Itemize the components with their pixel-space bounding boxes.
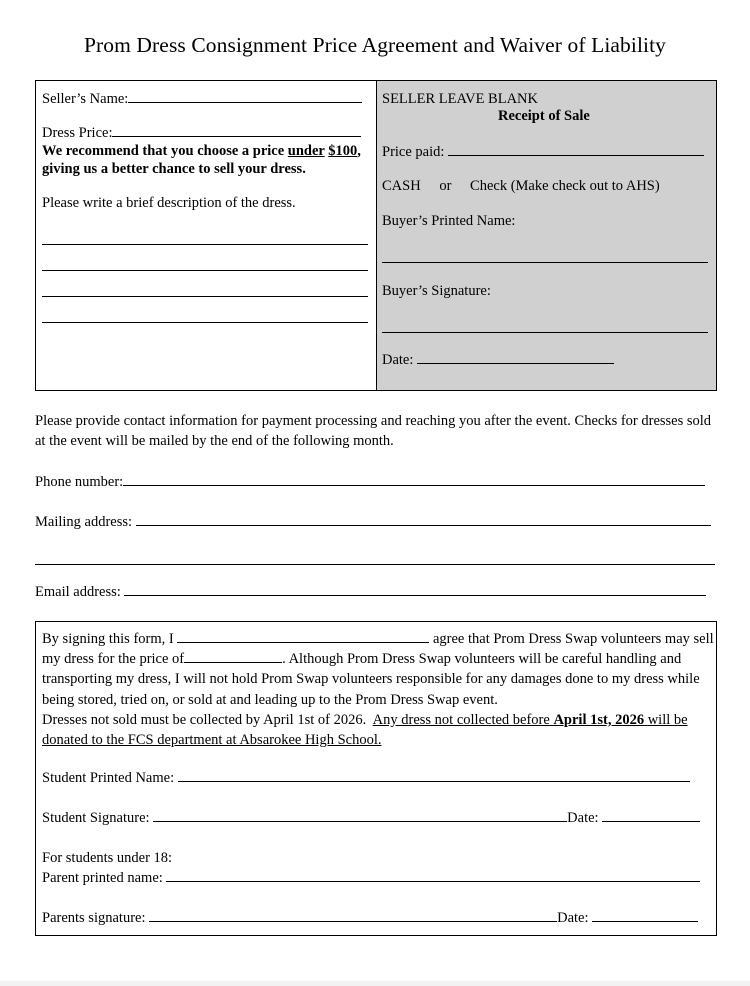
page-title: Prom Dress Consignment Price Agreement and Waiver of Liability [83,33,667,57]
buyer-signature-field[interactable] [382,332,708,333]
cash-option[interactable]: CASH [382,178,421,194]
receipt-date-field[interactable] [417,351,614,364]
parent-date-field[interactable] [592,909,698,922]
parent-name-field[interactable] [166,869,700,882]
mailing-field-line-2[interactable] [35,564,715,565]
waiver-paragraph: By signing this form, I agree that Prom Dress Swap volunteers may sell my dress for the price of . Although Prom Dress Swap volunteers will be careful handling and transporting my dress, I will not hold Prom Swap volunteers responsible for any damages done to my dress while being stored, tried on, or sold at and leading up to the Prom Dress Swap event. Dresses not sold must be collected by April 1st of 2026. Any dress not collected before April 1st, 2026 will be donated to the FCS department at Absarokee High School. [42,631,714,749]
or-text: or [439,178,452,194]
contact-instructions: Please provide contact information for payment processing and reaching you after the event. Checks for dresses sold at the event will be mailed by the end of the following month. [35,413,712,449]
phone-field[interactable] [123,473,705,486]
student-date-label: Date: [567,810,599,826]
email-row [35,583,706,601]
receipt-section [377,81,716,390]
page-edge [0,981,750,986]
donation-notice: Any dress not collected before April 1st, 2026 will be donated to the FCS department at Absarokee High School. [42,711,688,749]
student-signature-field[interactable] [153,809,567,822]
mailing-field[interactable] [136,513,711,526]
receipt-date-row [382,351,614,369]
price-recommendation: We recommend that you choose a price under $100, giving us a better chance to sell your dress. [42,143,361,177]
student-date-field[interactable] [602,809,700,822]
agreed-price-field[interactable] [184,650,282,663]
description-line-2[interactable] [42,270,368,271]
dress-price-label: Dress Price: [42,125,113,141]
parent-date-label: Date: [557,910,589,926]
seller-leave-blank-notice: SELLER LEAVE BLANK [382,91,539,107]
seller-name-label: Seller’s Name: [42,91,129,107]
receipt-heading: Receipt of Sale [498,108,590,124]
under-18-label: For students under 18: [42,850,173,866]
parent-signature-field[interactable] [149,909,557,922]
waiver-section [35,621,717,936]
student-signature-row [42,809,700,827]
description-prompt: Please write a brief description of the dress. [42,195,296,211]
price-paid-field[interactable] [448,143,704,156]
phone-row [35,473,705,491]
signer-name-field[interactable] [177,630,429,643]
check-option[interactable]: Check (Make check out to AHS) [470,178,660,194]
price-paid-label: Price paid: [382,144,445,160]
student-name-row [42,769,690,787]
parent-signature-label: Parents signature: [42,910,146,926]
price-paid-row [382,143,704,161]
email-field[interactable] [124,583,706,596]
seller-section [36,81,377,390]
dress-price-field[interactable] [112,124,361,137]
collection-deadline: Dresses not sold must be collected by April 1st of 2026. [42,711,367,728]
description-line-3[interactable] [42,296,368,297]
mailing-row [35,513,711,531]
student-name-field[interactable] [178,769,690,782]
student-name-label: Student Printed Name: [42,770,175,786]
seller-name-row [42,90,362,108]
dress-price-row [42,124,361,142]
parent-signature-row [42,909,698,927]
phone-label: Phone number: [35,474,124,490]
email-label: Email address: [35,584,121,600]
buyer-name-label: Buyer’s Printed Name: [382,213,516,229]
mailing-label: Mailing address: [35,514,133,530]
description-line-1[interactable] [42,244,368,245]
parent-name-row [42,869,700,887]
parent-name-label: Parent printed name: [42,870,163,886]
buyer-name-field[interactable] [382,262,708,263]
description-line-4[interactable] [42,322,368,323]
seller-name-field[interactable] [128,90,362,103]
consignment-table [35,80,717,391]
payment-method-row [382,177,660,195]
student-signature-label: Student Signature: [42,810,150,826]
receipt-date-label: Date: [382,352,414,368]
buyer-signature-label: Buyer’s Signature: [382,283,491,299]
